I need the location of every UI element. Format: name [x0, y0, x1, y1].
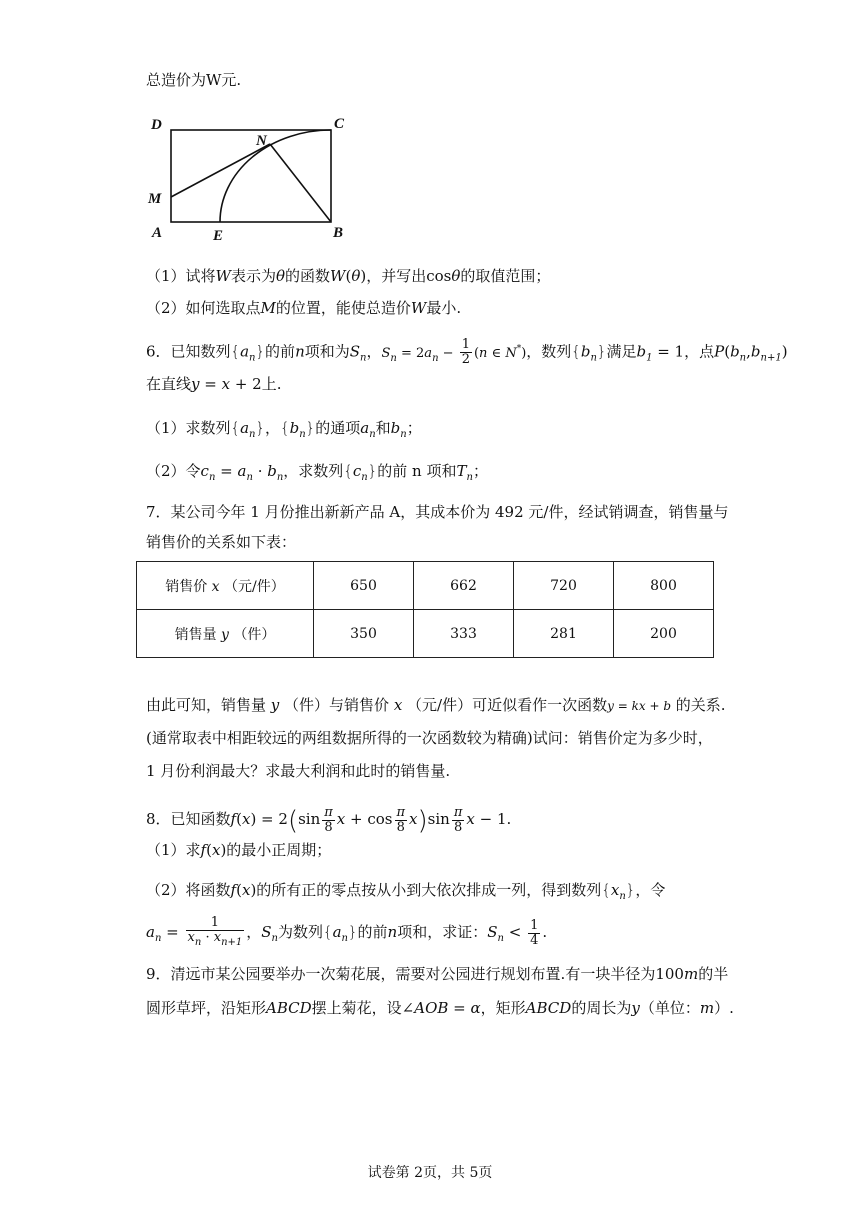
math: θ [275, 267, 286, 285]
math: W [215, 267, 231, 285]
p5-q1-text-d: ，并写出 [366, 267, 427, 285]
p8-q2-text-g: 项和，求证： [397, 923, 488, 941]
p8-q2: （2）将函数f(x)的所有正的零点按从小到大依次排成一列，得到数列$\{x_n\}$，令 [146, 881, 666, 902]
p5-q1-text-c: 的函数 [285, 267, 331, 285]
p9-text-h: ）. [714, 999, 734, 1017]
label-a: A [152, 225, 163, 241]
geometry-figure [140, 108, 360, 248]
p6-q2-text-a: （2）令 [146, 462, 201, 480]
price-quantity-table [136, 561, 714, 658]
math: M [260, 299, 276, 317]
table-cell: 720 [514, 562, 614, 610]
p6-q1-text-c: 和 [375, 419, 391, 437]
table-cell: 200 [614, 610, 714, 658]
table-cell: 销售价 x （元/件） [137, 562, 314, 610]
p7-line2: 销售价的关系如下表： [146, 533, 297, 551]
label-n: N [256, 133, 267, 149]
table-cell: 333 [414, 610, 514, 658]
table-row [137, 610, 714, 658]
p6-q2-text-b: ，求数列 [283, 462, 344, 480]
p8-text-a: 8．已知函数 [146, 810, 231, 828]
table-cell: 800 [614, 562, 714, 610]
p8-q1: （1）求f(x)的最小正周期； [146, 841, 332, 859]
p8-q2-text-b: 的所有正的零点按从小到大依次排成一列，得到数列 [256, 881, 602, 899]
math: cos [426, 267, 452, 285]
p6-q2-text-c: 的前 n 项和 [377, 462, 457, 480]
page-footer: 试卷第 2页，共 5页 [367, 1165, 493, 1181]
label-d: D [151, 117, 162, 133]
p8-line1: 8．已知函数f(x) = 2(sin $\frac{\pi}{8}$ x + cos $\frac{\pi}{8}$ x)sin $\frac{\pi}{8}$ x − 1. [146, 804, 512, 836]
p5-q2-text-c: 最小. [426, 299, 462, 317]
table-cell: 281 [514, 610, 614, 658]
p8-q1-text-a: （1）求 [146, 841, 201, 859]
table-cell: 662 [414, 562, 514, 610]
p6-text-f: ，点 [684, 342, 715, 361]
p6-text-b: 的前 [265, 342, 296, 361]
math: W [410, 299, 427, 317]
table-cell: 350 [314, 610, 414, 658]
cell-label: （元/件） [224, 578, 285, 595]
p6-q1: （1）求数列$\{a_n\}$，$\{b_n\}$的通项$a_n$和$b_n$； [146, 419, 422, 440]
p5-q1-text-e: 的取值范围； [460, 267, 551, 285]
rectangle-abcd [171, 130, 331, 222]
p9-text-a: 9．清远市某公园要举办一次菊花展，需要对公园进行规划布置.有一块半径为 [146, 965, 656, 983]
table-row [137, 562, 714, 610]
cell-label: 销售量 [174, 626, 217, 643]
p6-line2-text: 在直线 [146, 375, 192, 393]
p8-q2-text-c: ，令 [635, 881, 666, 899]
p8-q2-text-a: （2）将函数 [146, 881, 231, 899]
p7-after2: (通常取表中相距较远的两组数据所得的一次函数较为精确)试问：销售价定为多少时， [146, 729, 713, 747]
p9-text-d: 摆上菊花，设 [311, 999, 402, 1017]
table-cell: 销售量 y （件） [137, 610, 314, 658]
p6-q1-text-a: （1）求数列 [146, 419, 231, 437]
p7-text-c: （元/件）可近似看作一次函数 [407, 696, 608, 714]
segment-mn [171, 144, 270, 197]
math: W [330, 267, 346, 285]
p6-text-c: 项和为 [304, 342, 350, 361]
p9-text-c: 圆形草坪，沿矩形 [146, 999, 267, 1017]
cell-label: （件） [233, 626, 276, 643]
p6-line1: 6．已知数列$\{a_n\}$的前n项和为$S_n$，$S_n = 2a_n$ − $\frac{1}{2}$ (n ∈ N*)，数列$\{b_n\}$满足$b_1 = 1$，点$P(b_n,b_{n+1})$ [146, 337, 788, 367]
arc-ec [220, 130, 331, 222]
label-c: C [334, 116, 345, 132]
p7-after3: 1 月份利润最大？求最大利润和此时的销售量. [146, 762, 451, 780]
label-m: M [148, 191, 162, 207]
p7-text-b: （件）与销售价 [284, 696, 390, 714]
p8-q2-text-f: 的前 [357, 923, 388, 941]
label-e: E [213, 228, 224, 244]
p9-text-f: 的周长为 [571, 999, 632, 1017]
p8-q2-text-d: ， [246, 923, 262, 941]
label-b: B [333, 225, 344, 241]
p7-text-a: 由此可知，销售量 [146, 696, 267, 714]
p9-text-b: 的半 [698, 965, 729, 983]
p9-text-e: ，矩形 [480, 999, 526, 1017]
p6-line2: 在直线y = x + 2上. [146, 375, 282, 393]
p5-q2 [146, 298, 461, 318]
p6-q1-text-b: 的通项 [315, 419, 361, 437]
p6-text-a: 6．已知数列 [146, 342, 231, 361]
p8-q1-text-b: 的最小正周期； [226, 841, 332, 859]
p5-q1-text-b: 表示为 [230, 267, 276, 285]
p6-q1-text-d: ； [406, 419, 422, 437]
intro-text: 总造价为W元. [146, 71, 242, 89]
p5-q2-text-b: 的位置，能使总造价 [275, 299, 411, 317]
p9-text-g: （单位： [639, 999, 700, 1017]
p5-q1: （1）试将W表示为θ的函数W(θ)，并写出cosθ的取值范围； [146, 267, 551, 285]
p6-line2-text-b: 上. [261, 375, 282, 393]
intro-line [146, 70, 241, 90]
p7-after1: 由此可知，销售量 y （件）与销售价 x （元/件）可近似看作一次函数y = kx + b 的关系. [146, 696, 726, 714]
p6-q2: （2）令$c_n = a_n \cdot b_n$，求数列$\{c_n\}$的前 n 项和$T_n$； [146, 462, 488, 483]
table-cell: 650 [314, 562, 414, 610]
p6-text-d: ，数列 [526, 342, 572, 361]
cell-label: 销售价 [165, 578, 208, 595]
p5-q1-text-a: （1）试将 [146, 267, 216, 285]
p8-q2-text-e: 为数列 [278, 923, 324, 941]
segment-nb [270, 144, 331, 222]
p6-text-e: 满足 [606, 342, 637, 361]
p8-q2-line2: $a_n$ = $\frac{1}{x_n \cdot x_{n+1}}$ ，$S_n$为数列$\{a_n\}$的前n项和，求证：$S_n$ < $\frac{1}{4}$ . [146, 915, 548, 948]
p9-line2: 圆形草坪，沿矩形ABCD摆上菊花，设∠AOB = α，矩形ABCD的周长为y（单位：m）. [146, 999, 734, 1017]
p7-line1: 7．某公司今年 1 月份推出新新产品 A，其成本价为 492 元/件，经试销调查，销售量与 [146, 503, 729, 521]
p5-q2-text-a: （2）如何选取点 [146, 299, 261, 317]
p7-text-d: 的关系. [675, 696, 726, 714]
p9-line1: 9．清远市某公园要举办一次菊花展，需要对公园进行规划布置.有一块半径为100m的半 [146, 965, 729, 983]
p6-q2-text-d: ； [472, 462, 488, 480]
